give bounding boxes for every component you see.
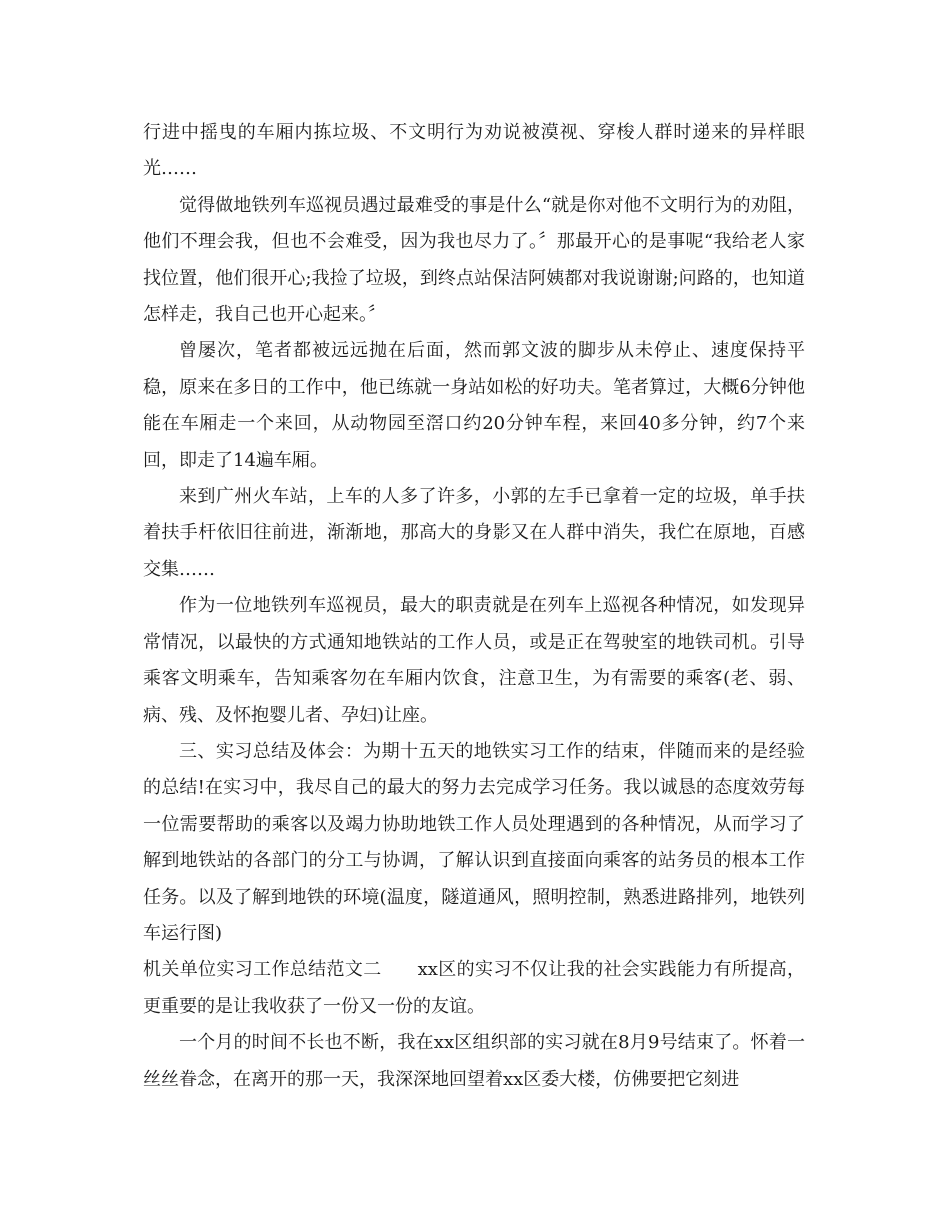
paragraph-5: 作为一位地铁列车巡视员，最大的职责就是在列车上巡视各种情况，如发现异常情况，以最快的方式通知地铁站的工作人员，或是正在驾驶室的地铁司机。引导乘客文明乘车，告知乘客勿在车厢内饮食，注意卫生，为有需要的乘客(老、弱、病、残、及怀抱婴儿者、孕妇)让座。 [143, 595, 805, 726]
paragraph-3: 曾屡次，笔者都被远远抛在后面，然而郭文波的脚步从未停止、速度保持平稳，原来在多日的工作中，他已练就一身站如松的好功夫。笔者算过，大概6分钟他能在车厢走一个来回，从动物园至滘口约20分钟车程，来回40多分钟，约7个来回，即走了14遍车厢。 [143, 340, 805, 471]
paragraph-6: 三、实习总结及体会：为期十五天的地铁实习工作的结束，伴随而来的是经验的总结!在实习中，我尽自己的最大的努力去完成学习任务。我以诚恳的态度效劳每一位需要帮助的乘客以及竭力协助地铁工作人员处理遇到的各种情况，从而学习了解到地铁站的各部门的分工与协调，了解认识到直接面向乘客的站务员的根本工作任务。以及了解到地铁的环境(温度，隧道通风，照明控制，熟悉进路排列，地铁列车运行图) [143, 740, 805, 944]
document-body [143, 115, 805, 1098]
section-first-text: xx区的实习不仅让我的社会实践能力有所提高，更重要的是让我收获了一份又一份的友谊。 [143, 959, 805, 1017]
paragraph-last: 一个月的时间不长也不断，我在xx区组织部的实习就在8月9号结束了。怀着一丝丝眷念，在离开的那一天，我深深地回望着xx区委大楼，仿佛要把它刻进 [143, 1032, 805, 1090]
paragraph-4: 来到广州火车站，上车的人多了许多，小郭的左手已拿着一定的垃圾，单手扶着扶手杆依旧往前进，渐渐地，那高大的身影又在人群中消失，我伫在原地，百感交集…… [143, 486, 805, 580]
section-title: 机关单位实习工作总结范文二 [143, 959, 382, 981]
paragraph-2: 觉得做地铁列车巡视员遇过最难受的事是什么“就是你对他不文明行为的劝阻，他们不理会我，但也不会难受，因为我也尽力了。〞那最开心的是事呢“我给老人家找位置，他们很开心;我捡了垃圾，到终点站保洁阿姨都对我说谢谢;问路的，也知道怎样走，我自己也开心起来。〞 [143, 194, 805, 326]
paragraph-1: 行进中摇曳的车厢内拣垃圾、不文明行为劝说被漠视、穿梭人群时递来的异样眼光…… [143, 122, 805, 180]
section-heading-paragraph [143, 952, 805, 1025]
